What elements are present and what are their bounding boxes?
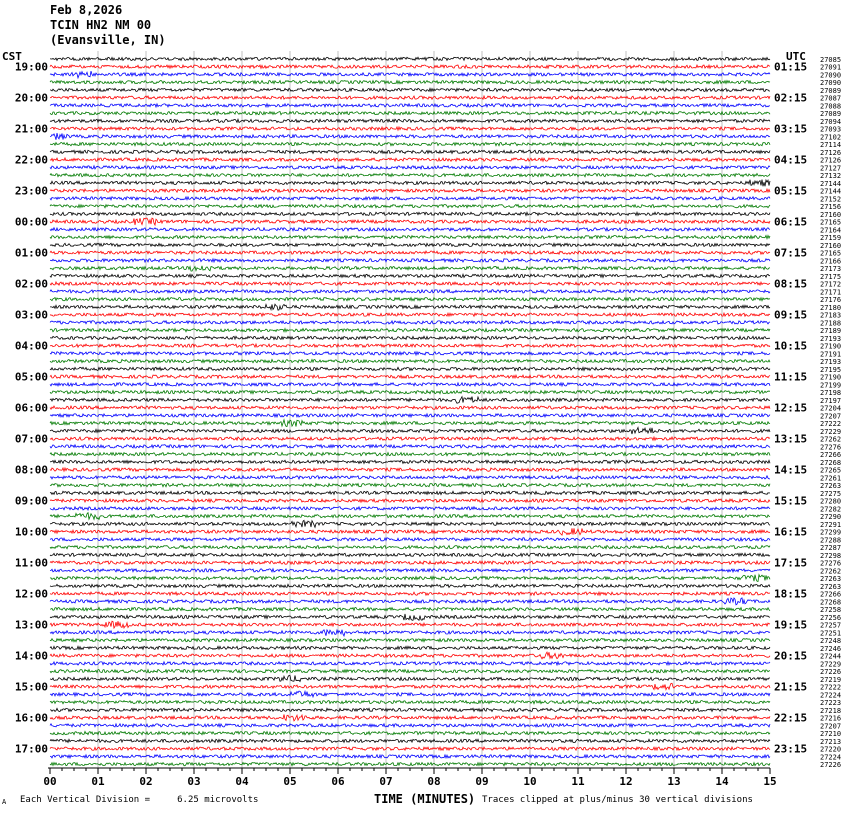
row-count-label: 27229	[820, 427, 842, 436]
row-count-label: 27199	[820, 381, 842, 390]
trace-row	[50, 614, 770, 620]
trace-row	[50, 212, 770, 215]
row-count-label: 27298	[820, 551, 842, 560]
trace-row	[50, 57, 770, 60]
trace-row	[50, 180, 770, 187]
trace-row	[50, 592, 770, 595]
left-hour-label: 07:00	[14, 432, 48, 446]
row-count-label: 27291	[820, 520, 842, 529]
row-count-label: 27126	[820, 156, 842, 165]
trace-row	[50, 352, 770, 355]
trace-row	[50, 513, 770, 520]
right-hour-label: 13:15	[774, 432, 808, 446]
row-count-label: 27160	[820, 241, 842, 250]
right-hour-label: 23:15	[774, 742, 808, 756]
trace-row	[50, 360, 770, 363]
trace-row	[50, 662, 770, 665]
x-tick-label: 06	[331, 775, 345, 788]
trace-row	[50, 189, 770, 192]
row-count-label: 27094	[820, 117, 842, 126]
right-hour-label: 22:15	[774, 711, 808, 725]
row-count-label: 27190	[820, 342, 842, 351]
left-hour-label: 09:00	[14, 494, 48, 508]
trace-row	[50, 304, 770, 310]
row-count-label: 27164	[820, 226, 842, 235]
trace-row	[50, 367, 770, 370]
row-count-label: 27224	[820, 753, 842, 762]
row-count-label: 27114	[820, 141, 842, 150]
row-count-label: 27287	[820, 544, 842, 553]
row-count-label: 27282	[820, 505, 842, 514]
trace-row	[50, 670, 770, 673]
row-count-label: 27088	[820, 102, 842, 111]
left-hour-label: 08:00	[14, 463, 48, 477]
x-tick-label: 01	[91, 775, 105, 788]
right-hour-label: 01:15	[774, 60, 808, 74]
trace-row	[50, 484, 770, 487]
row-count-label: 27193	[820, 334, 842, 343]
row-count-label: 27222	[820, 420, 842, 429]
x-tick-label: 14	[715, 775, 729, 788]
x-tick-label: 03	[187, 775, 201, 788]
row-count-label: 27265	[820, 466, 842, 475]
trace-row	[50, 683, 770, 689]
trace-row	[50, 646, 770, 649]
trace-row	[50, 708, 770, 711]
row-count-label: 27258	[820, 606, 842, 615]
trace-row	[50, 491, 770, 494]
row-count-label: 27089	[820, 86, 842, 95]
trace-row	[50, 428, 770, 435]
trace-row	[50, 608, 770, 611]
right-hour-label: 02:15	[774, 91, 808, 105]
x-tick-label: 15	[763, 775, 777, 788]
trace-row	[50, 96, 770, 99]
trace-row	[50, 228, 770, 231]
left-hour-label: 20:00	[14, 91, 48, 105]
row-count-label: 27166	[820, 257, 842, 266]
row-count-label: 27191	[820, 350, 842, 359]
right-hour-label: 17:15	[774, 556, 808, 570]
row-count-label: 27127	[820, 164, 842, 173]
row-count-label: 27268	[820, 598, 842, 607]
row-count-label: 27207	[820, 412, 842, 421]
right-hour-label: 20:15	[774, 649, 808, 663]
trace-row	[50, 290, 770, 293]
row-count-label: 27256	[820, 613, 842, 622]
right-hour-label: 14:15	[774, 463, 808, 477]
x-tick-label: 09	[475, 775, 489, 788]
trace-row	[50, 243, 770, 246]
right-hour-label: 21:15	[774, 680, 808, 694]
left-hour-label: 05:00	[14, 370, 48, 384]
row-count-label: 27299	[820, 528, 842, 537]
trace-row	[50, 119, 770, 122]
row-count-label: 27266	[820, 590, 842, 599]
x-tick-label: 02	[139, 775, 153, 788]
trace-row	[50, 251, 770, 254]
row-count-label: 27223	[820, 699, 842, 708]
trace-row	[50, 133, 770, 140]
trace-row	[50, 197, 770, 200]
right-timezone-label: UTC	[786, 50, 806, 63]
trace-row	[50, 391, 770, 394]
trace-row	[50, 205, 770, 208]
right-hour-label: 12:15	[774, 401, 808, 415]
row-count-label: 27246	[820, 644, 842, 653]
trace-row	[50, 88, 770, 91]
trace-row	[50, 282, 770, 285]
left-hour-label: 11:00	[14, 556, 48, 570]
trace-row	[50, 675, 770, 681]
trace-row	[50, 259, 770, 262]
row-count-label: 27091	[820, 63, 842, 72]
left-hour-label: 00:00	[14, 215, 48, 229]
x-axis-title: TIME (MINUTES)	[374, 792, 476, 806]
trace-row	[50, 336, 770, 339]
left-hour-label: 01:00	[14, 246, 48, 260]
row-count-label: 27263	[820, 582, 842, 591]
trace-row	[50, 112, 770, 115]
trace-row	[50, 520, 770, 527]
trace-row	[50, 414, 770, 417]
row-count-label: 27087	[820, 94, 842, 103]
x-tick-label: 12	[619, 775, 633, 788]
trace-row	[50, 71, 770, 78]
trace-row	[50, 406, 770, 409]
trace-row	[50, 747, 770, 750]
trace-row	[50, 397, 770, 404]
row-count-label: 27213	[820, 737, 842, 746]
row-count-label: 27266	[820, 451, 842, 460]
trace-row	[50, 375, 770, 378]
trace-row	[50, 321, 770, 324]
row-count-label: 27089	[820, 110, 842, 119]
right-hour-label: 05:15	[774, 184, 808, 198]
row-count-label: 27261	[820, 474, 842, 483]
left-hour-label: 04:00	[14, 339, 48, 353]
row-count-label: 27198	[820, 389, 842, 398]
left-hour-label: 19:00	[14, 60, 48, 74]
x-tick-label: 05	[283, 775, 297, 788]
x-tick-label: 10	[523, 775, 537, 788]
trace-row	[50, 499, 770, 502]
row-count-label: 27173	[820, 265, 842, 274]
row-count-label: 27085	[820, 55, 842, 64]
row-count-label: 27262	[820, 567, 842, 576]
row-count-label: 27248	[820, 637, 842, 646]
row-count-label: 27197	[820, 396, 842, 405]
row-count-label: 27210	[820, 730, 842, 739]
trace-row	[50, 143, 770, 146]
row-count-label: 27180	[820, 303, 842, 312]
right-hour-label: 06:15	[774, 215, 808, 229]
trace-row	[50, 150, 770, 153]
row-count-label: 27226	[820, 668, 842, 677]
trace-row	[50, 546, 770, 549]
row-count-label: 27251	[820, 629, 842, 638]
trace-row	[50, 575, 770, 582]
trace-row	[50, 313, 770, 316]
trace-row	[50, 127, 770, 130]
row-count-label: 27263	[820, 482, 842, 491]
row-count-label: 27276	[820, 559, 842, 568]
row-count-label: 27126	[820, 148, 842, 157]
x-tick-label: 11	[571, 775, 585, 788]
trace-row	[50, 569, 770, 572]
row-count-label: 27268	[820, 458, 842, 467]
row-count-label: 27219	[820, 675, 842, 684]
row-count-label: 27090	[820, 79, 842, 88]
station-location: (Evansville, IN)	[50, 33, 166, 47]
row-count-label: 27144	[820, 179, 842, 188]
x-tick-label: 04	[235, 775, 249, 788]
left-hour-label: 23:00	[14, 184, 48, 198]
row-count-label: 27160	[820, 210, 842, 219]
left-hour-label: 06:00	[14, 401, 48, 415]
trace-row	[50, 65, 770, 68]
x-tick-label: 13	[667, 775, 681, 788]
trace-row	[50, 274, 770, 277]
trace-row	[50, 420, 770, 427]
trace-row	[50, 598, 770, 605]
right-hour-label: 04:15	[774, 153, 808, 167]
trace-row	[50, 652, 770, 659]
trace-row	[50, 528, 770, 535]
trace-row	[50, 236, 770, 239]
row-count-label: 27165	[820, 249, 842, 258]
row-count-label: 27102	[820, 133, 842, 142]
row-count-label: 27226	[820, 761, 842, 770]
row-count-label: 27144	[820, 187, 842, 196]
row-count-label: 27207	[820, 722, 842, 731]
row-count-label: 27175	[820, 272, 842, 281]
left-hour-label: 21:00	[14, 122, 48, 136]
trace-row	[50, 81, 770, 84]
trace-row	[50, 584, 770, 587]
trace-row	[50, 166, 770, 169]
trace-row	[50, 266, 770, 271]
left-timezone-label: CST	[2, 50, 22, 63]
trace-row	[50, 553, 770, 556]
row-count-label: 27204	[820, 404, 842, 413]
row-count-label: 27288	[820, 536, 842, 545]
trace-row	[50, 383, 770, 386]
right-hour-label: 15:15	[774, 494, 808, 508]
trace-row	[50, 691, 770, 697]
trace-row	[50, 344, 770, 347]
row-count-label: 27276	[820, 443, 842, 452]
row-count-label: 27093	[820, 125, 842, 134]
trace-row	[50, 621, 770, 628]
trace-row	[50, 630, 770, 636]
trace-row	[50, 104, 770, 107]
row-count-label: 27183	[820, 311, 842, 320]
trace-row	[50, 453, 770, 456]
row-count-label: 27224	[820, 691, 842, 700]
station-code: TCIN HN2 NM 00	[50, 18, 152, 32]
left-hour-label: 02:00	[14, 277, 48, 291]
row-count-label: 27229	[820, 660, 842, 669]
row-count-label: 27152	[820, 195, 842, 204]
row-count-label: 27188	[820, 319, 842, 328]
row-count-label: 27165	[820, 218, 842, 227]
row-count-label: 27195	[820, 365, 842, 374]
trace-row	[50, 755, 770, 758]
trace-row	[50, 507, 770, 510]
trace-row	[50, 715, 770, 721]
row-count-label: 27257	[820, 621, 842, 630]
row-count-label: 27190	[820, 373, 842, 382]
trace-row	[50, 218, 770, 225]
trace-row	[50, 561, 770, 564]
x-tick-label: 00	[43, 775, 57, 788]
right-hour-label: 16:15	[774, 525, 808, 539]
right-hour-label: 18:15	[774, 587, 808, 601]
right-hour-label: 07:15	[774, 246, 808, 260]
row-count-label: 27156	[820, 203, 842, 212]
chart-date: Feb 8,2026	[50, 3, 123, 17]
row-count-label: 27244	[820, 652, 842, 661]
x-tick-label: 07	[379, 775, 393, 788]
right-hour-label: 19:15	[774, 618, 808, 632]
left-hour-label: 14:00	[14, 649, 48, 663]
trace-row	[50, 437, 770, 440]
right-hour-label: 11:15	[774, 370, 808, 384]
row-count-label: 27193	[820, 358, 842, 367]
row-count-label: 27290	[820, 513, 842, 522]
left-hour-label: 22:00	[14, 153, 48, 167]
trace-row	[50, 732, 770, 735]
scale-note: Each Vertical Division = 6.25 microvolts	[20, 795, 259, 805]
trace-row	[50, 476, 770, 479]
right-hour-label: 10:15	[774, 339, 808, 353]
row-count-label: 27090	[820, 71, 842, 80]
row-count-label: 27262	[820, 435, 842, 444]
trace-row	[50, 639, 770, 642]
row-count-label: 27222	[820, 683, 842, 692]
x-tick-label: 08	[427, 775, 441, 788]
right-hour-label: 09:15	[774, 308, 808, 322]
row-count-label: 27220	[820, 745, 842, 754]
clip-note: Traces clipped at plus/minus 30 vertical divisions	[482, 795, 753, 805]
row-count-label: 27280	[820, 497, 842, 506]
row-count-label: 27172	[820, 280, 842, 289]
trace-row	[50, 174, 770, 177]
trace-row	[50, 329, 770, 332]
trace-row	[50, 445, 770, 448]
left-hour-label: 03:00	[14, 308, 48, 322]
trace-row	[50, 739, 770, 742]
trace-row	[50, 298, 770, 301]
row-count-label: 27171	[820, 288, 842, 297]
row-count-label: 27218	[820, 706, 842, 715]
left-hour-label: 12:00	[14, 587, 48, 601]
right-hour-label: 08:15	[774, 277, 808, 291]
left-hour-label: 10:00	[14, 525, 48, 539]
row-count-label: 27275	[820, 489, 842, 498]
trace-row	[50, 460, 770, 463]
left-hour-label: 16:00	[14, 711, 48, 725]
row-count-label: 27132	[820, 172, 842, 181]
left-hour-label: 17:00	[14, 742, 48, 756]
trace-row	[50, 724, 770, 727]
row-count-label: 27159	[820, 234, 842, 243]
row-count-label: 27189	[820, 327, 842, 336]
trace-row	[50, 158, 770, 161]
trace-row	[50, 468, 770, 471]
row-count-label: 27263	[820, 575, 842, 584]
trace-row	[50, 701, 770, 704]
row-count-label: 27216	[820, 714, 842, 723]
left-hour-label: 15:00	[14, 680, 48, 694]
left-hour-label: 13:00	[14, 618, 48, 632]
corner-mark: A	[2, 798, 7, 806]
row-count-label: 27176	[820, 296, 842, 305]
trace-row	[50, 763, 770, 766]
right-hour-label: 03:15	[774, 122, 808, 136]
trace-row	[50, 538, 770, 541]
